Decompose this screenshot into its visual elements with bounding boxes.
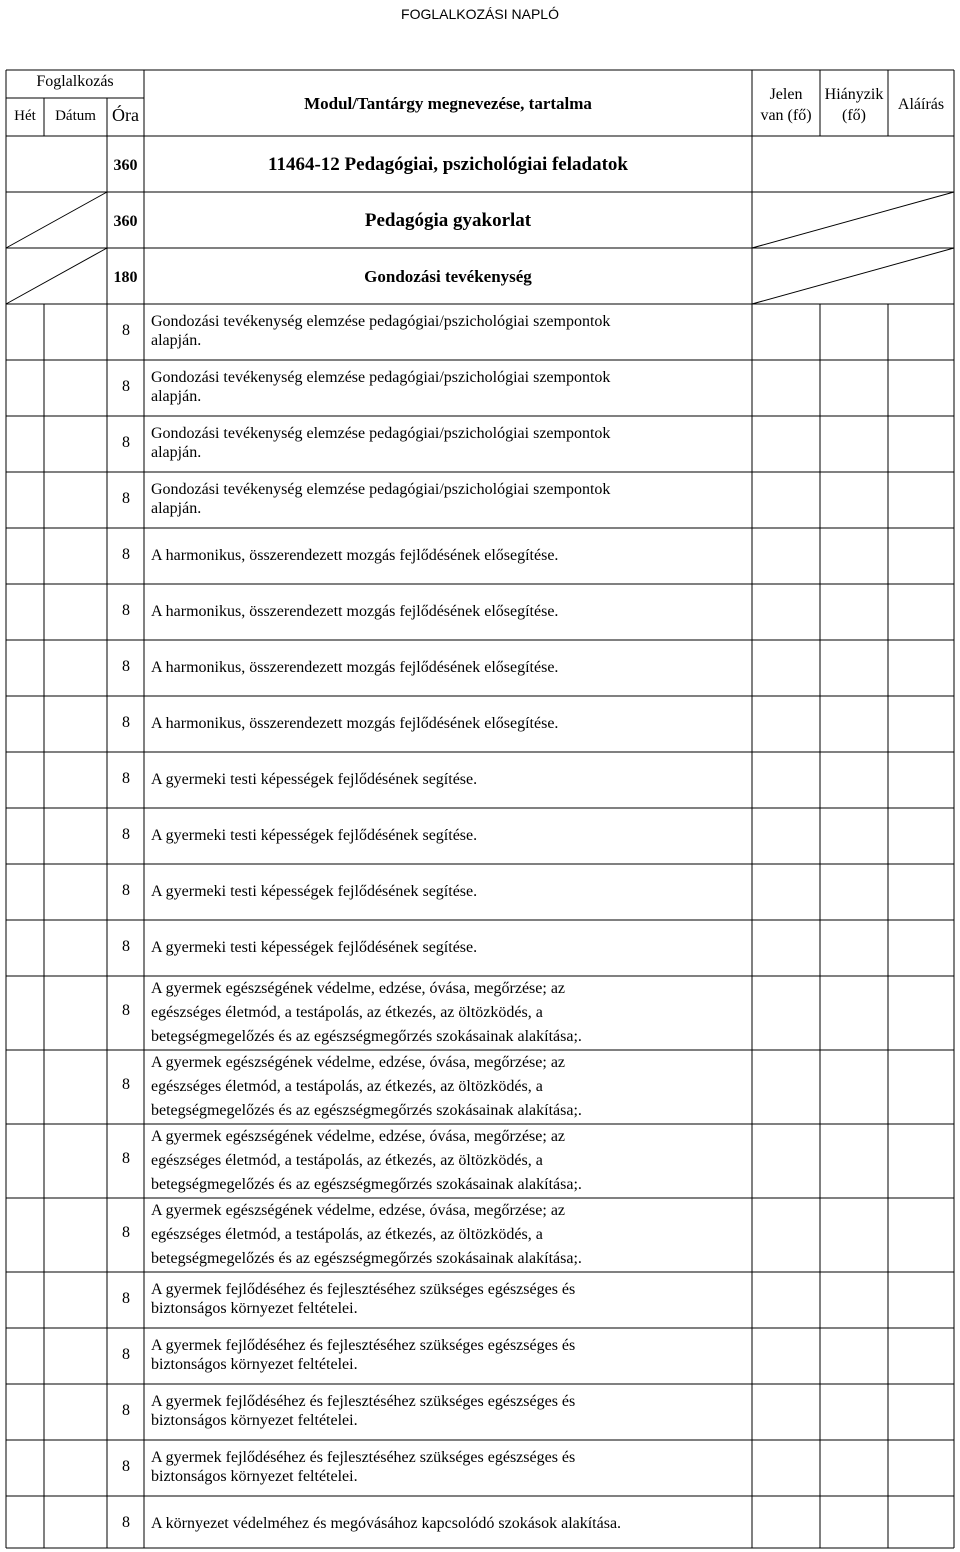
page-title: FOGLALKOZÁSI NAPLÓ — [401, 6, 559, 22]
row-description: Gondozási tevékenység elemzése pedagógiai/pszichológiai szempontok alapján. — [151, 481, 611, 517]
row-description: A gyermeki testi képességek fejlődésének segítése. — [151, 827, 478, 844]
row-hours: 8 — [122, 1002, 130, 1019]
row-description: A harmonikus, összerendezett mozgás fejlődésének elősegítése. — [151, 715, 559, 732]
row-hours: 8 — [122, 322, 130, 339]
row-hours: 8 — [122, 490, 130, 507]
row-description: A gyermeki testi képességek fejlődésének segítése. — [151, 883, 478, 900]
header-jelen-1: Jelen — [769, 86, 803, 103]
row-description: A gyermek fejlődéséhez és fejlesztéséhez szükséges egészséges és biztonságos környezet feltételei. — [151, 1393, 576, 1429]
row-hours: 8 — [122, 602, 130, 619]
section-title: Gondozási tevékenység — [364, 267, 532, 286]
row-description: A gyermek egészségének védelme, edzése, óvása, megőrzése; az egészséges életmód, a testápolás, az étkezés, az öltözködés, a betegségmegelőzés és az egészségmegőrzés szokásainak alakítása;. — [151, 1054, 582, 1119]
row-hours: 8 — [122, 882, 130, 899]
row-description: A gyermeki testi képességek fejlődésének segítése. — [151, 771, 478, 788]
header-hianyzik-2: (fő) — [842, 107, 866, 124]
header-ora: Óra — [112, 105, 139, 125]
row-description: A gyermek fejlődéséhez és fejlesztéséhez szükséges egészséges és biztonságos környezet feltételei. — [151, 1449, 576, 1485]
row-hours: 8 — [122, 1402, 130, 1419]
header-datum: Dátum — [55, 108, 96, 124]
section-title: Pedagógia gyakorlat — [364, 210, 532, 231]
row-description: Gondozási tevékenység elemzése pedagógiai/pszichológiai szempontok alapján. — [151, 369, 611, 405]
row-hours: 8 — [122, 1290, 130, 1307]
row-hours: 8 — [122, 938, 130, 955]
row-hours: 8 — [122, 1458, 130, 1475]
section-hours: 360 — [113, 213, 138, 230]
row-hours: 8 — [122, 434, 130, 451]
section-hours: 360 — [113, 157, 138, 174]
row-description: A harmonikus, összerendezett mozgás fejlődésének elősegítése. — [151, 603, 559, 620]
row-description: A harmonikus, összerendezett mozgás fejlődésének elősegítése. — [151, 659, 559, 676]
header-jelen-2: van (fő) — [760, 107, 812, 124]
row-hours: 8 — [122, 546, 130, 563]
header-het: Hét — [14, 108, 36, 124]
row-hours: 8 — [122, 658, 130, 675]
row-description: Gondozási tevékenység elemzése pedagógiai/pszichológiai szempontok alapján. — [151, 313, 611, 349]
header-alairas: Aláírás — [897, 96, 945, 113]
section-hours: 180 — [113, 269, 138, 286]
row-description: A harmonikus, összerendezett mozgás fejlődésének elősegítése. — [151, 547, 559, 564]
header-modul: Modul/Tantárgy megnevezése, tartalma — [304, 94, 592, 113]
row-hours: 8 — [122, 826, 130, 843]
row-hours: 8 — [122, 1514, 130, 1531]
row-description: A gyermek egészségének védelme, edzése, óvása, megőrzése; az egészséges életmód, a testápolás, az étkezés, az öltözködés, a betegségmegelőzés és az egészségmegőrzés szokásainak alakítása;. — [151, 1128, 582, 1193]
row-description: A gyermek fejlődéséhez és fejlesztéséhez szükséges egészséges és biztonságos környezet feltételei. — [151, 1337, 576, 1373]
row-hours: 8 — [122, 1076, 130, 1093]
row-hours: 8 — [122, 378, 130, 395]
row-hours: 8 — [122, 1150, 130, 1167]
row-description: A gyermek egészségének védelme, edzése, óvása, megőrzése; az egészséges életmód, a testápolás, az étkezés, az öltözködés, a betegségmegelőzés és az egészségmegőrzés szokásainak alakítása;. — [151, 1202, 582, 1267]
row-description: A gyermeki testi képességek fejlődésének segítése. — [151, 939, 478, 956]
section-title: 11464-12 Pedagógiai, pszichológiai feladatok — [268, 154, 628, 175]
header-foglalkozas: Foglalkozás — [36, 73, 114, 90]
row-hours: 8 — [122, 1224, 130, 1241]
row-description: A környezet védelméhez és megóvásához kapcsolódó szokások alakítása. — [151, 1515, 622, 1532]
row-description: A gyermek fejlődéséhez és fejlesztéséhez szükséges egészséges és biztonságos környezet feltételei. — [151, 1281, 576, 1317]
row-description: Gondozási tevékenység elemzése pedagógiai/pszichológiai szempontok alapján. — [151, 425, 611, 461]
row-hours: 8 — [122, 770, 130, 787]
row-hours: 8 — [122, 1346, 130, 1363]
header-hianyzik-1: Hiányzik — [824, 86, 884, 103]
row-hours: 8 — [122, 714, 130, 731]
row-description: A gyermek egészségének védelme, edzése, óvása, megőrzése; az egészséges életmód, a testápolás, az étkezés, az öltözködés, a betegségmegelőzés és az egészségmegőrzés szokásainak alakítása;. — [151, 980, 582, 1045]
